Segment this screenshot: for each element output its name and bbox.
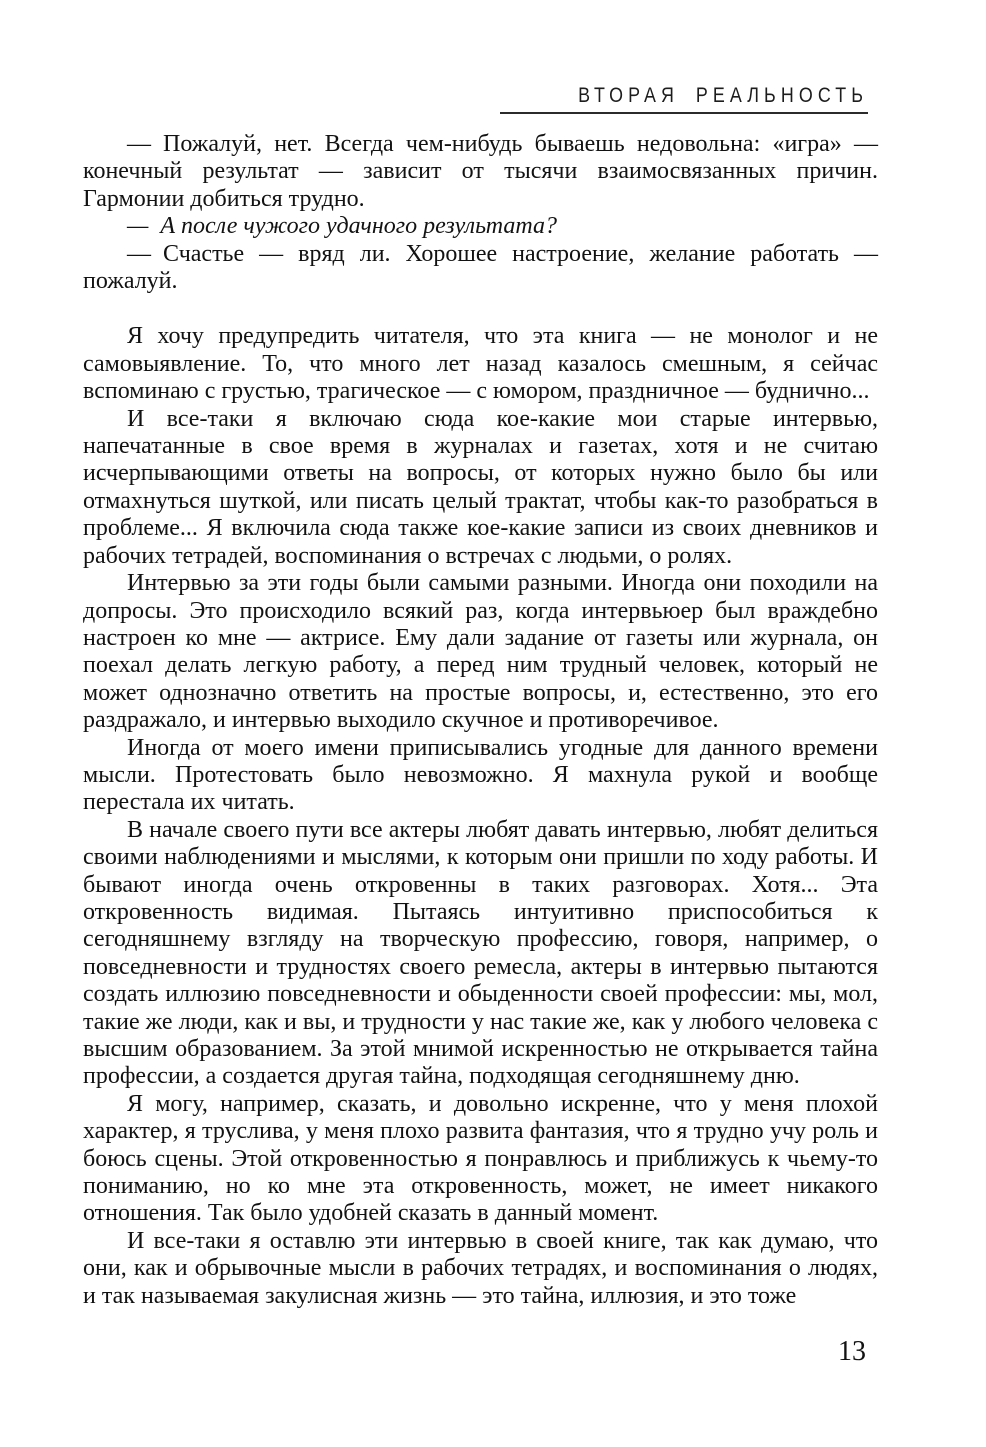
- paragraph-10: И все-таки я оставлю эти интервью в своей книге, так как думаю, что они, как и обрывочные мысли в рабочих тетрадях, и воспоминания о людях, и так называемая закулисная жизнь — это тайна, иллюзия, и это тоже: [83, 1227, 878, 1309]
- paragraph-6: Интервью за эти годы были самыми разными. Иногда они походили на допросы. Это происходило всякий раз, когда интервьюер был враждебно настроен ко мне — актрисе. Ему дали задание от газеты или журнала, он поехал делать легкую работу, а перед ним трудный человек, который не может однозначно ответить на простые вопросы, и, естественно, это его раздражало, и интервью выходило скучное и противоречивое.: [83, 570, 878, 734]
- paragraph-dialog-1: — Пожалуй, нет. Всегда чем-нибудь бываешь недовольна: «игра» — конечный результат — зависит от тысячи взаимосвязанных причин. Гармонии добиться трудно.: [83, 131, 878, 212]
- running-header-title: ВТОРАЯ РЕАЛЬНОСТЬ: [578, 84, 868, 107]
- paragraph-5: И все-таки я включаю сюда кое-какие мои старые интервью, напечатанные в свое время в журналах и газетах, хотя и не считаю исчерпывающими ответы на вопросы, от которых нужно было бы или отмахнуться шуткой, или писать целый трактат, чтобы как-то разобраться в проблеме... Я включила сюда также кое-какие записи из своих дневников и рабочих тетрадей, воспоминания о встречах с людьми, о ролях.: [83, 405, 878, 569]
- body-text: [83, 131, 878, 1310]
- paragraph-9: Я могу, например, сказать, и довольно искренне, что у меня плохой характер, я труслива, у меня плохо развита фантазия, что я трудно учу роль и боюсь сцены. Этой откровенностью я понравлюсь и приближусь к чьему-то пониманию, но ко мне эта откровенность, может, не имеет никакого отношения. Так было удобней сказать в данный момент.: [83, 1090, 878, 1227]
- paragraph-4: Я хочу предупредить читателя, что эта книга — не монолог и не самовыявление. То, что много лет назад казалось смешным, я сейчас вспоминаю с грустью, трагическое — с юмором, праздничное — буднично...: [83, 323, 878, 405]
- paragraph-dialog-2: — А после чужого удачного результата?: [127, 213, 557, 240]
- page-number: 13: [838, 1336, 866, 1367]
- paragraph-8: В начале своего пути все актеры любят давать интервью, любят делиться своими наблюдениями и мыслями, к которым они пришли по ходу работы. И бывают иногда очень откровенны в таких разговорах. Хотя... Эта откровенность видимая. Пытаясь интуитивно приспособиться к сегодняшнему взгляду на творческую профессию, говоря, например, о повседневности и трудностях своего ремесла, актеры в интервью пытаются создать иллюзию повседневности и обыденности своей профессии: мы, мол, такие же люди, как и вы, и трудности у нас такие же, как у любого человека с высшим образованием. За этой мнимой искренностью не открывается тайна профессии, а создается другая тайна, подходящая сегодняшнему дню.: [83, 816, 878, 1090]
- paragraph-dialog-3: — Счастье — вряд ли. Хорошее настроение, желание работать — пожалуй.: [83, 240, 878, 295]
- paragraph-7: Иногда от моего имени приписывались угодные для данного времени мысли. Протестовать было невозможно. Я махнула рукой и вообще перестала их читать.: [83, 734, 878, 816]
- header-rule: [500, 112, 868, 114]
